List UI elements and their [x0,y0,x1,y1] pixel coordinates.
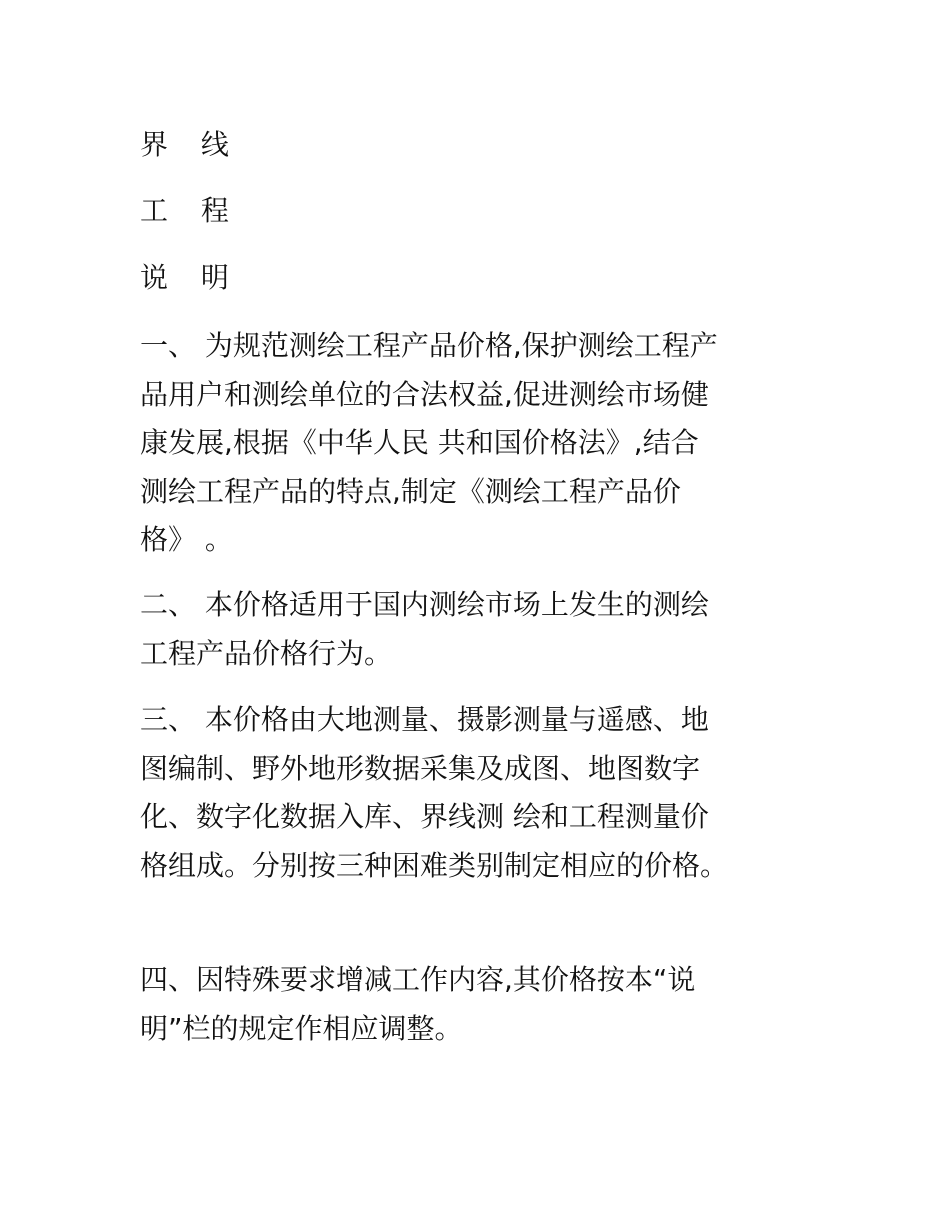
paragraph-line: 化、数字化数据入库、界线测 绘和工程测量价 [140,800,709,833]
paragraph-line: 格组成。分别按三种困难类别制定相应的价格。 [140,848,729,882]
paragraph-2 [140,581,820,678]
heading-line-boundary: 界 线 [140,128,241,161]
paragraph-1 [140,322,820,565]
paragraph-line: 明”栏的规定作相应调整。 [140,1011,463,1045]
paragraph-line: 四、因特殊要求增减工作内容,其价格按本“说 [140,963,696,996]
paragraph-line: 三、 本价格由大地测量、摄影测量与遥感、地 [140,703,709,736]
paragraph-line: 图编制、野外地形数据采集及成图、地图数字 [140,751,701,785]
paragraph-line: 康发展,根据《中华人民 共和国价格法》,结合 [140,426,699,459]
paragraph-3 [140,696,820,890]
heading-line-engineering: 工 程 [140,194,241,227]
paragraph-line: 工程产品价格行为。 [140,636,393,670]
paragraph-line: 格》 。 [140,523,233,556]
paragraph-line: 一、 为规范测绘工程产品价格,保护测绘工程产 [140,329,718,362]
paragraph-4 [140,956,820,1053]
paragraph-line: 品用户和测绘单位的合法权益,促进测绘市场健 [140,377,709,411]
heading-line-explanation: 说 明 [140,261,241,294]
paragraph-line: 测绘工程产品的特点,制定《测绘工程产品价 [140,474,681,508]
paragraph-line: 二、 本价格适用于国内测绘市场上发生的测绘 [140,588,709,621]
